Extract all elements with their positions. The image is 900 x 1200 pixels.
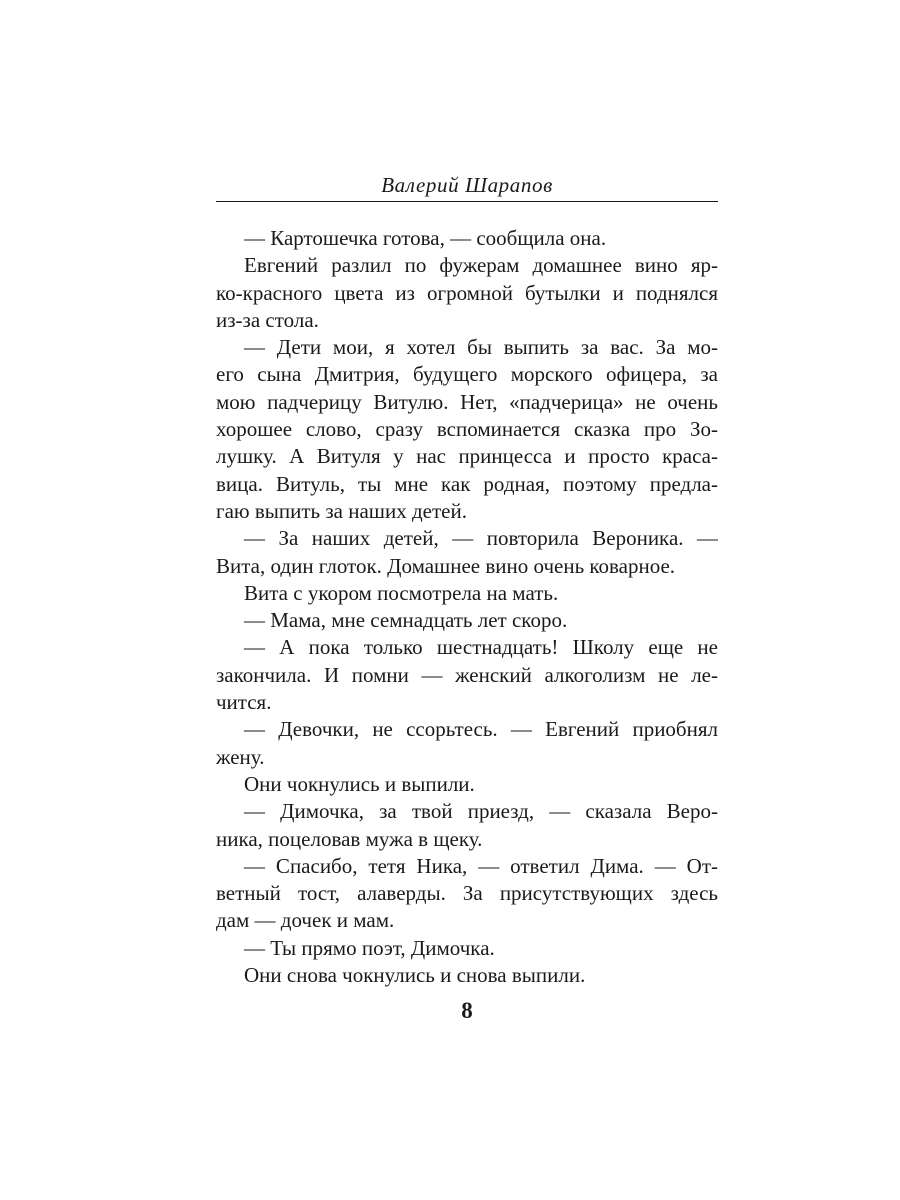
text-line: Евгений разлил по фужерам домашнее вино яр- [244, 253, 718, 278]
body-text [216, 225, 718, 989]
text-line: Они снова чокнулись и снова выпили. [244, 963, 586, 988]
text-line: — Димочка, за твой приезд, — сказала Веро- [244, 799, 718, 824]
text-line: — За наших детей, — повторила Вероника. — [244, 526, 718, 551]
text-line: ветный тост, алаверды. За присутствующих здесь [216, 881, 718, 906]
text-line: ко-красного цвета из огромной бутылки и поднялся [216, 280, 718, 305]
text-line: из-за стола. [216, 307, 319, 332]
text-line: жену. [216, 744, 265, 769]
header-rule [216, 201, 718, 202]
text-line: Вита с укором посмотрела на мать. [244, 580, 559, 605]
text-line: — Дети мои, я хотел бы выпить за вас. За мо- [244, 335, 718, 360]
text-line: чится. [216, 690, 272, 715]
text-line: Вита, один глоток. Домашнее вино очень коварное. [216, 553, 676, 578]
text-line: закончила. И помни — женский алкоголизм не ле- [216, 662, 718, 687]
text-line: — Мама, мне семнадцать лет скоро. [244, 608, 568, 633]
text-line: Они чокнулись и выпили. [244, 771, 475, 796]
text-line: дам — дочек и мам. [216, 908, 395, 933]
text-line: ника, поцеловав мужа в щеку. [216, 826, 483, 851]
text-line: — Ты прямо поэт, Димочка. [244, 935, 495, 960]
page-number: 8 [461, 998, 473, 1023]
text-line: — Девочки, не ссорьтесь. — Евгений приобнял [244, 717, 718, 742]
text-line: вица. Витуль, ты мне как родная, поэтому предла- [216, 471, 718, 496]
text-line: гаю выпить за наших детей. [216, 498, 467, 523]
text-line: — А пока только шестнадцать! Школу еще не [244, 635, 718, 660]
text-line: его сына Дмитрия, будущего морского офицера, за [216, 362, 718, 387]
text-line: хорошее слово, сразу вспоминается сказка про Зо- [216, 417, 718, 442]
text-line: лушку. А Витуля у нас принцесса и просто краса- [216, 444, 718, 469]
running-head-author: Валерий Шарапов [381, 173, 553, 197]
text-line: мою падчерицу Витулю. Нет, «падчерица» не очень [216, 389, 718, 414]
text-line: — Картошечка готова, — сообщила она. [244, 226, 607, 250]
text-line: — Спасибо, тетя Ника, — ответил Дима. — От- [244, 853, 718, 878]
